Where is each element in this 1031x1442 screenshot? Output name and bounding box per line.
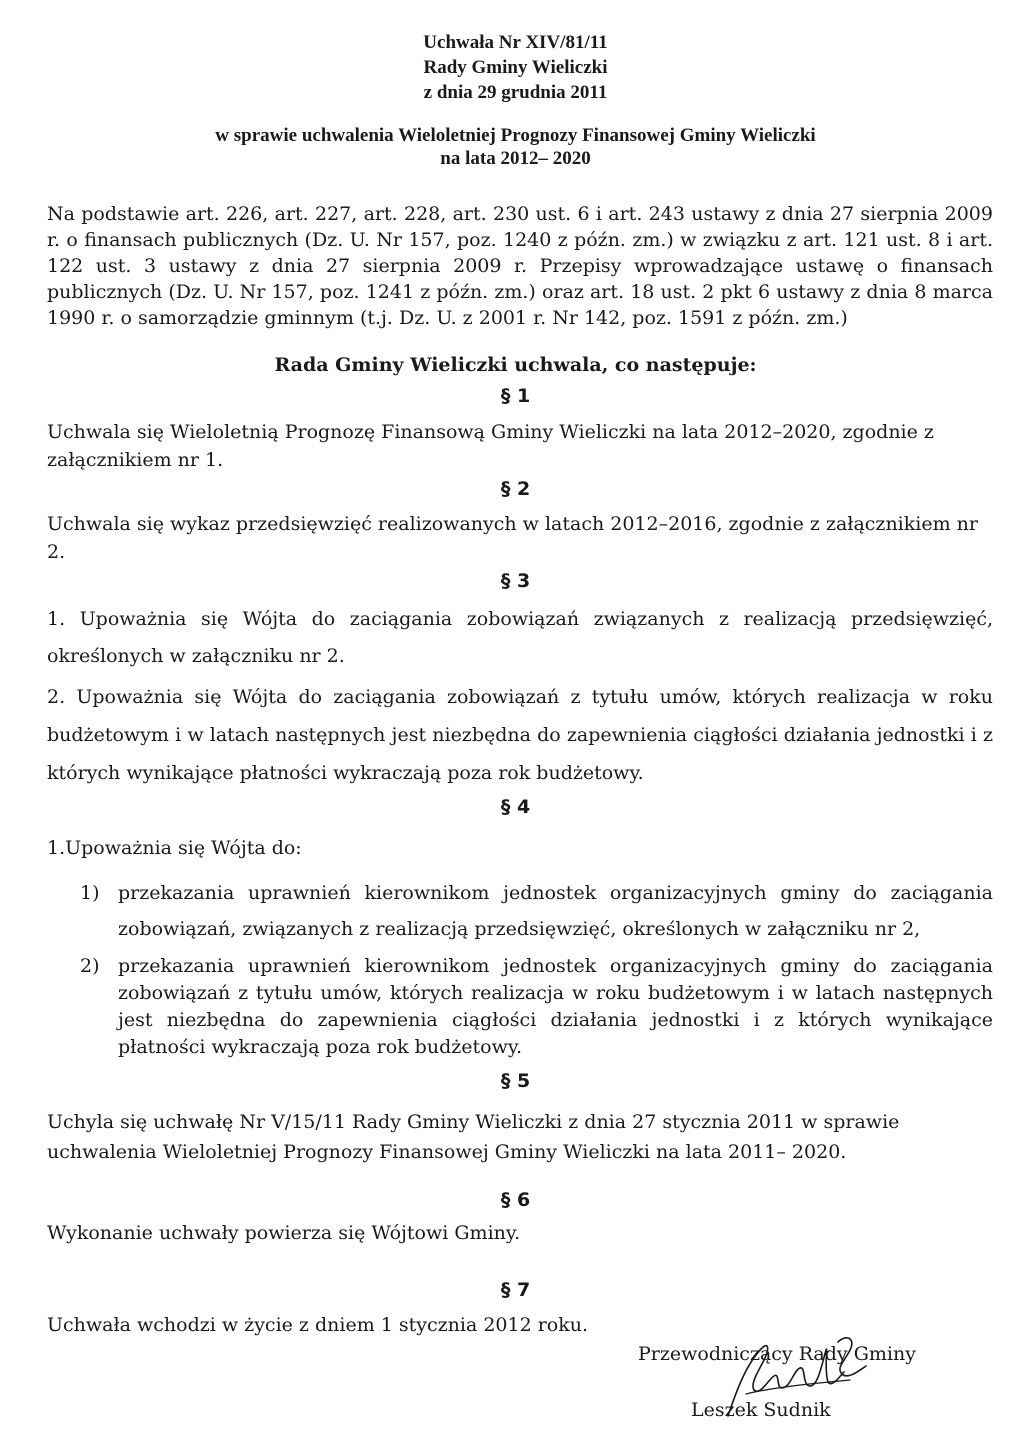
- signature-stroke-main: [728, 1346, 844, 1416]
- item-1-number: 1): [80, 882, 100, 904]
- resolves-heading: Rada Gminy Wieliczki uchwala, co następuje:: [274, 354, 757, 376]
- section-7-mark: § 7: [500, 1279, 531, 1301]
- chairman-name: Leszek Sudnik: [691, 1399, 831, 1421]
- section-4-intro: 1.Upoważnia się Wójta do:: [47, 837, 302, 859]
- section-6-mark: § 6: [500, 1189, 531, 1211]
- resolution-subject: [0, 124, 1031, 170]
- section-6-text: Wykonanie uchwały powierza się Wójtowi Gminy.: [47, 1222, 521, 1244]
- item-1-text: przekazania uprawnień kierownikom jednostek organizacyjnych gminy do zaciągania zobowiązań, związanych z realizacją przedsięwzięć, określonych w załączniku nr 2,: [118, 882, 993, 940]
- subject-line-2: na lata 2012– 2020: [440, 148, 591, 169]
- section-1-text: Uchwala się Wieloletnią Prognozę Finansową Gminy Wieliczki na lata 2012–2020, zgodnie z załącznikiem nr 1.: [47, 421, 934, 471]
- section-4-mark: § 4: [500, 796, 531, 818]
- section-5-mark: § 5: [500, 1070, 531, 1092]
- legal-basis-preamble: Na podstawie art. 226, art. 227, art. 228, art. 230 ust. 6 i art. 243 ustawy z dnia 27 sierpnia 2009 r. o finansach publicznych (Dz. U. Nr 157, poz. 1240 z późn. zm.) w związku z art. 121 ust. 8 i art. 122 ust. 3 ustawy z dnia 27 sierpnia 2009 r. Przepisy wprowadzające ustawę o finansach publicznych (Dz. U. Nr 157, poz. 1241 z późn. zm.) oraz art. 18 ust. 2 pkt 6 ustawy z dnia 8 marca 1990 r. o samorządzie gminnym (t.j. Dz. U. z 2001 r. Nr 142, poz. 1591 z późn. zm.): [47, 203, 993, 329]
- section-5-text: Uchyla się uchwałę Nr V/15/11 Rady Gminy Wieliczki z dnia 27 stycznia 2011 w sprawie uchwalenia Wieloletniej Prognozy Finansowej Gminy Wieliczki na lata 2011– 2020.: [47, 1111, 900, 1163]
- council-name: Rady Gminy Wieliczki: [423, 57, 608, 78]
- resolution-date: z dnia 29 grudnia 2011: [423, 82, 608, 103]
- chairman-title: Przewodniczący Rady Gminy: [638, 1343, 916, 1365]
- signature-stroke-loop: [838, 1338, 866, 1376]
- section-2-text: Uchwala się wykaz przedsięwzięć realizowanych w latach 2012–2016, zgodnie z załącznikiem nr 2.: [47, 513, 978, 563]
- item-2-text: przekazania uprawnień kierownikom jednostek organizacyjnych gminy do zaciągania zobowiązań z tytułu umów, których realizacja w roku budżetowym i w latach następnych jest niezbędna do zapewnienia ciągłości działania jednostki i z których wynikające płatności wykraczają poza rok budżetowy.: [118, 955, 993, 1058]
- section-1-mark: § 1: [500, 385, 531, 407]
- section-3-paragraph-2: 2. Upoważnia się Wójta do zaciągania zobowiązań z tytułu umów, których realizacja w roku budżetowym i w latach następnych jest niezbędna do zapewnienia ciągłości działania jednostki i z których wynikające płatności wykraczają poza rok budżetowy.: [47, 686, 993, 784]
- section-3-mark: § 3: [500, 570, 531, 592]
- subject-line-1: w sprawie uchwalenia Wieloletniej Prognozy Finansowej Gminy Wieliczki: [215, 125, 816, 146]
- handwritten-signature: [710, 1330, 880, 1420]
- section-3-paragraph-1: 1. Upoważnia się Wójta do zaciągania zobowiązań związanych z realizacją przedsięwzięć, określonych w załączniku nr 2.: [47, 608, 993, 667]
- section-2-mark: § 2: [500, 478, 531, 500]
- resolution-number: Uchwała Nr XIV/81/11: [423, 32, 608, 53]
- resolution-header: [0, 30, 1031, 105]
- section-7-text: Uchwała wchodzi w życie z dniem 1 stycznia 2012 roku.: [47, 1314, 589, 1336]
- item-2-number: 2): [80, 955, 100, 977]
